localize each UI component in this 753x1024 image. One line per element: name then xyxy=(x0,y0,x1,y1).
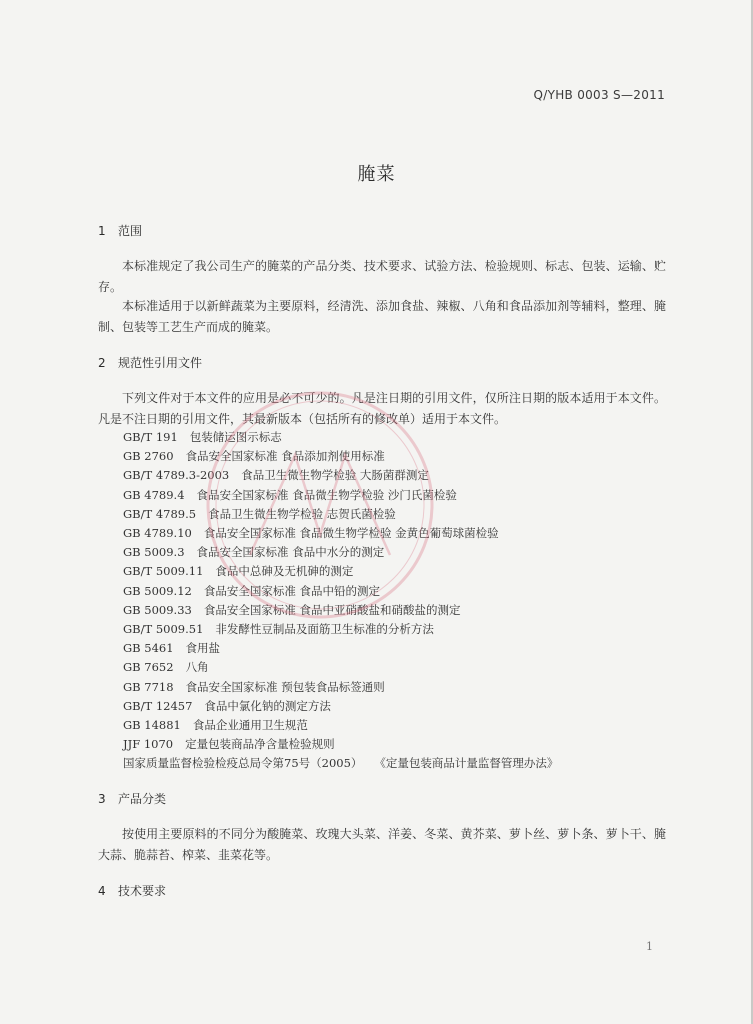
section-title: 规范性引用文件 xyxy=(118,356,203,370)
reference-item xyxy=(123,562,558,581)
section-heading-1 xyxy=(98,222,142,239)
reference-name: 食品安全国家标准 食品微生物学检验 金黄色葡萄球菌检验 xyxy=(203,526,499,541)
reference-name: 食品安全国家标准 预包装食品标签通则 xyxy=(185,679,385,694)
page-number: 1 xyxy=(646,940,653,953)
reference-name: 食用盐 xyxy=(185,641,221,656)
reference-name: 食品卫生微生物学检验 大肠菌群测定 xyxy=(241,468,429,483)
reference-item xyxy=(123,716,558,735)
reference-item xyxy=(123,524,558,543)
section-title: 产品分类 xyxy=(118,792,167,806)
section-heading-2 xyxy=(98,354,202,371)
reference-item xyxy=(123,697,558,716)
reference-item xyxy=(123,466,558,485)
reference-code: GB/T 4789.3-2003 xyxy=(123,468,230,483)
reference-name: 《定量包装商品计量监督管理办法》 xyxy=(374,756,559,771)
reference-code: GB/T 5009.11 xyxy=(123,564,204,579)
reference-code: GB 7718 xyxy=(123,679,174,694)
reference-item xyxy=(123,486,558,505)
section-number: 4 xyxy=(98,884,106,898)
reference-code: 国家质量监督检验检疫总局令第75号（2005） xyxy=(123,756,363,771)
section-heading-4 xyxy=(98,882,166,899)
paragraph: 本标准适用于以新鲜蔬菜为主要原料，经清洗、添加食盐、辣椒、八角和食品添加剂等辅料，整理、腌制、包装等工艺生产而成的腌菜。 xyxy=(98,299,666,334)
reference-item xyxy=(123,620,558,639)
reference-name: 包装储运图示标志 xyxy=(189,430,282,444)
reference-code: GB 5009.33 xyxy=(123,602,192,617)
reference-item xyxy=(123,658,558,677)
reference-item xyxy=(123,447,558,466)
paragraph: 下列文件对于本文件的应用是必不可少的。凡是注日期的引用文件，仅所注日期的版本适用于本文件。凡是不注日期的引用文件，其最新版本（包括所有的修改单）适用于本文件。 xyxy=(98,391,666,426)
reference-code: GB 5461 xyxy=(123,641,174,656)
section-number: 3 xyxy=(98,792,106,806)
section-number: 1 xyxy=(98,224,106,238)
reference-item xyxy=(123,543,558,562)
reference-code: GB 14881 xyxy=(123,718,181,733)
standard-code: Q/YHB 0003 S—2011 xyxy=(533,88,665,102)
reference-name: 食品卫生微生物学检验 志贺氏菌检验 xyxy=(208,506,396,521)
document-title: 腌菜 xyxy=(357,164,396,185)
reference-name: 定量包装商品净含量检验规则 xyxy=(185,737,335,752)
paragraph: 按使用主要原料的不同分为酸腌菜、玫瑰大头菜、洋姜、冬菜、黄芥菜、萝卜丝、萝卜条、萝卜干、腌大蒜、脆蒜苔、榨菜、韭菜花等。 xyxy=(98,827,666,862)
reference-code: GB 5009.3 xyxy=(123,545,185,560)
reference-name: 食品企业通用卫生规范 xyxy=(192,718,308,733)
reference-name: 食品安全国家标准 食品微生物学检验 沙门氏菌检验 xyxy=(196,487,457,502)
reference-item xyxy=(123,678,558,697)
reference-name: 食品中氯化钠的测定方法 xyxy=(204,698,331,713)
reference-item xyxy=(123,754,558,773)
reference-item xyxy=(123,735,558,754)
reference-code: GB/T 12457 xyxy=(123,698,193,713)
reference-name: 食品安全国家标准 食品中水分的测定 xyxy=(196,545,385,560)
reference-name: 食品安全国家标准 食品中亚硝酸盐和硝酸盐的测定 xyxy=(203,602,461,617)
paragraph: 本标准规定了我公司生产的腌菜的产品分类、技术要求、试验方法、检验规则、标志、包装、运输、贮存。 xyxy=(98,259,666,294)
reference-item xyxy=(123,639,558,658)
normative-references-list xyxy=(123,428,558,774)
reference-code: GB 2760 xyxy=(123,449,174,464)
section-title: 技术要求 xyxy=(118,884,167,898)
reference-code: GB/T 4789.5 xyxy=(123,506,197,521)
reference-item xyxy=(123,601,558,620)
reference-item xyxy=(123,582,558,601)
section-title: 范围 xyxy=(118,224,143,238)
reference-name: 食品中总砷及无机砷的测定 xyxy=(215,564,354,579)
reference-name: 食品安全国家标准 食品中铅的测定 xyxy=(203,583,381,598)
reference-code: GB 5009.12 xyxy=(123,583,192,598)
reference-code: GB 4789.4 xyxy=(123,487,185,502)
section-heading-3 xyxy=(98,790,166,807)
reference-code: GB/T 191 xyxy=(123,430,178,444)
reference-code: JJF 1070 xyxy=(123,737,174,752)
reference-item xyxy=(123,505,558,524)
section-number: 2 xyxy=(98,356,106,370)
reference-code: GB/T 5009.51 xyxy=(123,622,204,637)
reference-code: GB 7652 xyxy=(123,660,174,675)
reference-name: 食品安全国家标准 食品添加剂使用标准 xyxy=(185,449,385,464)
reference-name: 非发酵性豆制品及面筋卫生标准的分析方法 xyxy=(215,622,434,637)
reference-item xyxy=(123,428,558,447)
reference-code: GB 4789.10 xyxy=(123,526,192,541)
reference-name: 八角 xyxy=(185,660,209,675)
